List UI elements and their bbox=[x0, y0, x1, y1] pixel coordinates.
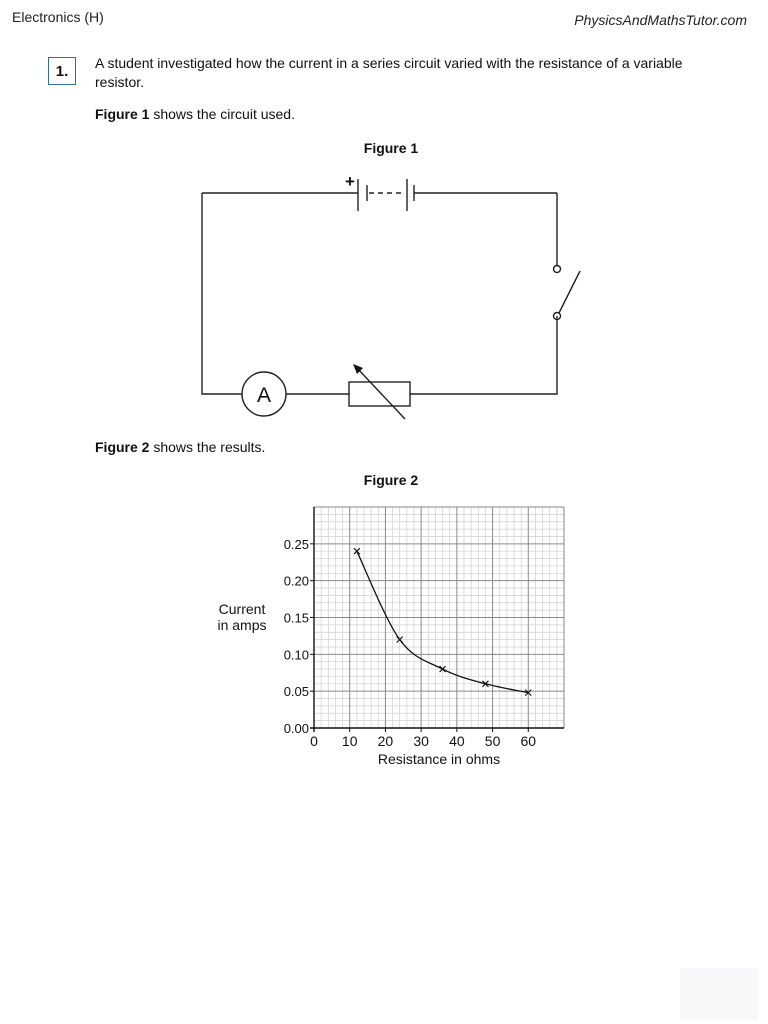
figure2-ref-text: shows the results. bbox=[149, 439, 266, 455]
x-tick-label: 30 bbox=[413, 733, 429, 749]
question-number: 1. bbox=[55, 62, 69, 80]
corner-panel bbox=[680, 968, 758, 1020]
y-tick-label: 0.10 bbox=[283, 647, 309, 663]
x-tick-label: 40 bbox=[449, 733, 465, 749]
y-tick-label: 0.05 bbox=[283, 684, 309, 700]
y-tick-label: 0.20 bbox=[283, 573, 309, 589]
figure1-ref-text: shows the circuit used. bbox=[149, 106, 295, 122]
y-tick-label: 0.25 bbox=[283, 536, 309, 552]
tick-labels bbox=[284, 537, 537, 749]
figure1-caption: Figure 1 bbox=[363, 140, 419, 156]
ammeter-label: A bbox=[256, 384, 272, 407]
x-tick-label: 0 bbox=[310, 733, 318, 749]
battery-plus-sign: + bbox=[345, 172, 355, 191]
x-axis-label: Resistance in ohms bbox=[377, 751, 501, 767]
x-tick-label: 20 bbox=[377, 733, 394, 749]
site-name: PhysicsAndMathsTutor.com bbox=[574, 12, 747, 28]
x-tick-label: 10 bbox=[341, 733, 358, 749]
y-axis-label-line1: Current bbox=[218, 601, 266, 617]
y-tick-label: 0.00 bbox=[283, 721, 309, 736]
x-tick-label: 50 bbox=[484, 733, 501, 749]
figure2-caption: Figure 2 bbox=[363, 472, 419, 488]
y-tick-label: 0.15 bbox=[283, 610, 309, 626]
figure1-ref-bold: Figure 1 bbox=[95, 106, 150, 122]
y-axis-label-line2: in amps bbox=[217, 617, 267, 633]
subject-title: Electronics (H) bbox=[12, 9, 104, 25]
x-tick-label: 60 bbox=[520, 733, 537, 749]
figure2-ref-bold: Figure 2 bbox=[95, 439, 150, 455]
question-text: A student investigated how the current in a series circuit varied with the resistance of a variable resistor. bbox=[95, 55, 683, 90]
